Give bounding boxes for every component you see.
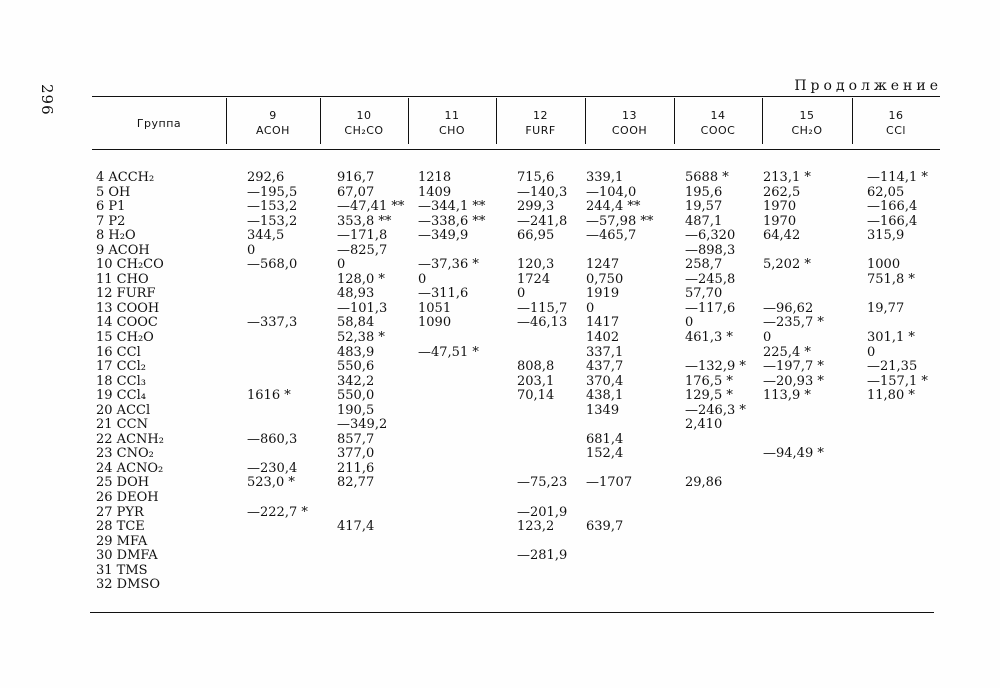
table-row [0,564,1000,579]
group-label: 32 DMSO [96,577,160,593]
table-cell: 1970 [763,199,797,215]
table-cell: —157,1 * [867,373,928,389]
table-row [0,462,1000,477]
table-row [0,287,1000,302]
header-column-number: 10 [356,109,372,122]
table-top-rule [92,96,940,97]
table-cell: 751,8 * [867,271,915,287]
table-cell: 1417 [586,315,620,331]
group-label: 13 COOH [96,300,160,316]
header-column-number: 14 [710,109,726,122]
table-cell: 1724 [517,271,551,287]
table-cell: 0 [685,315,694,331]
table-cell: 203,1 [517,373,555,389]
table-cell: —114,1 * [867,170,928,185]
table-cell: 64,42 [763,228,801,244]
table-cell: —46,13 [517,315,568,331]
table-cell: 344,5 [247,228,285,244]
table-cell: 315,9 [867,228,905,244]
table-row [0,578,1000,593]
table-cell: 120,3 [517,257,555,273]
group-label: 8 H₂O [96,228,136,244]
table-cell: 129,5 * [685,388,733,404]
group-label: 31 TMS [96,562,148,578]
table-cell: —230,4 [247,460,298,476]
table-cell: 487,1 [685,213,723,229]
table-cell: 523,0 * [247,475,295,491]
table-cell: 62,05 [867,184,905,200]
table-cell: —94,49 * [763,446,824,462]
table-cell: —101,3 [337,300,388,316]
header-column [226,98,320,148]
table-cell: 2,410 [685,417,723,433]
group-label: 26 DEOH [96,490,159,506]
table-cell: —195,5 [247,184,298,200]
table-cell: 19,57 [685,199,723,215]
table-cell: 1051 [418,300,452,316]
group-label: 17 CCl₂ [96,359,146,375]
table-row [0,316,1000,331]
table-cell: 808,8 [517,359,555,375]
group-label: 11 CHO [96,271,149,287]
table-cell: 58,84 [337,315,375,331]
table-cell: 437,7 [586,359,624,375]
table-cell: 339,1 [586,170,624,185]
table-cell: 11,80 * [867,388,915,404]
table-cell: 225,4 * [763,344,811,360]
table-row [0,215,1000,230]
table-cell: 1919 [586,286,620,302]
table-cell: 550,0 [337,388,375,404]
table-cell: 258,7 [685,257,723,273]
table-cell: 70,14 [517,388,555,404]
group-label: 28 TCE [96,519,145,535]
table-cell: 857,7 [337,431,375,447]
header-bottom-rule [92,149,940,150]
table-cell: 67,07 [337,184,375,200]
table-cell: 213,1 * [763,170,811,185]
group-label: 7 P2 [96,213,126,229]
table-cell: —349,9 [418,228,469,244]
table-row [0,535,1000,550]
table-cell: 244,4 ** [586,199,641,215]
group-label: 27 PYR [96,504,144,520]
table-row [0,476,1000,491]
table-cell: —337,3 [247,315,298,331]
table-cell: 353,8 ** [337,213,392,229]
group-label: 15 CH₂O [96,330,154,346]
table-cell: —140,3 [517,184,568,200]
table-cell: 715,6 [517,170,555,185]
table-cell: —47,41 ** [337,199,405,215]
table-cell: —201,9 [517,504,568,520]
group-label: 21 CCN [96,417,148,433]
continuation-label: Продолжение [794,78,942,94]
table-cell: —465,7 [586,228,637,244]
header-column [852,98,940,148]
table-cell: 5688 * [685,170,729,185]
table-cell: —166,4 [867,199,918,215]
table-cell: 5,202 * [763,257,811,273]
header-column-number: 13 [622,109,637,122]
table-cell: —75,23 [517,475,568,491]
table-row [0,360,1000,375]
table-cell: —171,8 [337,228,388,244]
table-cell: —115,7 [517,300,568,316]
group-label: 9 ACOH [96,242,150,258]
table-cell: 48,93 [337,286,375,302]
table-cell: 195,6 [685,184,723,200]
table-row [0,186,1000,201]
table-cell: 1090 [418,315,452,331]
table-cell: 123,2 [517,519,555,535]
table-cell: 1616 * [247,388,291,404]
group-label: 24 ACNO₂ [96,460,164,476]
group-label: 20 ACCl [96,402,151,418]
group-label: 16 CCl [96,344,141,360]
table-row [0,389,1000,404]
table-row [0,491,1000,506]
table-body [0,171,1000,593]
header-column-number: 16 [888,109,904,122]
table-row [0,171,1000,186]
table-row [0,418,1000,433]
group-label: 12 FURF [96,286,156,302]
table-cell: 190,5 [337,402,375,418]
table-cell: 113,9 * [763,388,811,404]
table-cell: —825,7 [337,242,388,258]
header-column-name: ACOH [256,124,290,137]
header-column-name: CH₂O [791,124,823,137]
table-cell: —153,2 [247,213,298,229]
table-cell: —222,7 * [247,504,308,520]
table-cell: 1218 [418,170,452,185]
header-column-name: CH₂CO [344,124,384,137]
table-cell: —568,0 [247,257,298,273]
table-cell: —349,2 [337,417,388,433]
header-column [674,98,762,148]
table-cell: —104,0 [586,184,637,200]
group-label: 25 DOH [96,475,150,491]
header-group: Группа [136,116,182,130]
table-cell: 211,6 [337,460,375,476]
group-label: 6 P1 [96,199,126,215]
table-row [0,302,1000,317]
table-row [0,200,1000,215]
table-cell: —197,7 * [763,359,824,375]
group-label: 30 DMFA [96,548,158,564]
group-label: 10 CH₂CO [96,257,164,273]
header-column-name: CCl [886,124,906,137]
table-cell: 262,5 [763,184,801,200]
table-row [0,433,1000,448]
table-cell: 639,7 [586,519,624,535]
table-cell: —153,2 [247,199,298,215]
table-cell: 57,70 [685,286,723,302]
header-column-number: 11 [444,109,460,122]
table-cell: —898,3 [685,242,736,258]
table-cell: 0,750 [586,271,624,287]
table-cell: 299,3 [517,199,555,215]
table-cell: —246,3 * [685,402,746,418]
header-column [762,98,852,148]
table-cell: 0 [763,330,772,346]
table-cell: 1970 [763,213,797,229]
header-column-name: FURF [525,124,556,137]
table-cell: —37,36 * [418,257,479,273]
table-cell: —860,3 [247,431,298,447]
group-label: 14 COOC [96,315,158,331]
table-cell: —166,4 [867,213,918,229]
table-row [0,447,1000,462]
table-cell: —344,1 ** [418,199,486,215]
group-label: 23 CNO₂ [96,446,154,462]
group-label: 29 MFA [96,533,148,549]
table-cell: —338,6 ** [418,213,486,229]
table-row [0,346,1000,361]
header-column-number: 12 [533,109,548,122]
table-cell: 342,2 [337,373,375,389]
table-cell: —281,9 [517,548,568,564]
table-cell: 0 [247,242,256,258]
table-cell: 152,4 [586,446,624,462]
table-row [0,520,1000,535]
header-column-name: CHO [438,124,466,137]
table-cell: 550,6 [337,359,375,375]
header-column-name: COOC [700,124,736,137]
group-label: 4 ACCH₂ [96,170,155,185]
table-cell: —6,320 [685,228,736,244]
table-row [0,258,1000,273]
page-number: 296 [38,84,56,116]
table-cell: —311,6 [418,286,469,302]
table-cell: 1402 [586,330,620,346]
table-cell: —20,93 * [763,373,824,389]
header-column [585,98,674,148]
table-cell: —117,6 [685,300,736,316]
table-cell: 483,9 [337,344,375,360]
header-column-name: COOH [611,124,648,137]
table-cell: —245,8 [685,271,736,287]
table-cell: 461,3 * [685,330,733,346]
table-cell: 0 [418,271,427,287]
table-cell: 292,6 [247,170,285,185]
group-label: 22 ACNH₂ [96,431,164,447]
table-cell: 370,4 [586,373,624,389]
group-label: 18 CCl₃ [96,373,146,389]
group-label: 5 OH [96,184,131,200]
header-column [496,98,585,148]
table-cell: 1349 [586,402,620,418]
table-cell: —241,8 [517,213,568,229]
group-label: 19 CCl₄ [96,388,146,404]
table-cell: 82,77 [337,475,375,491]
table-cell: 377,0 [337,446,375,462]
table-cell: 1000 [867,257,901,273]
table-cell: 0 [337,257,346,273]
table-row [0,273,1000,288]
table-cell: —1707 [586,475,633,491]
table-row [0,549,1000,564]
header-column [320,98,408,148]
table-cell: —96,62 [763,300,814,316]
table-cell: 417,4 [337,519,375,535]
table-row [0,506,1000,521]
table-cell: 916,7 [337,170,375,185]
table-cell: —47,51 * [418,344,479,360]
table-cell: 1409 [418,184,452,200]
header-column [408,98,496,148]
table-row [0,375,1000,390]
table-cell: 0 [586,300,595,316]
table-cell: 66,95 [517,228,555,244]
table-row [0,244,1000,259]
header-column-number: 15 [799,109,815,122]
table-cell: —132,9 * [685,359,746,375]
table-cell: 128,0 * [337,271,385,287]
table-cell: —21,35 [867,359,918,375]
table-cell: 0 [867,344,876,360]
header-column-number: 9 [269,109,277,122]
table-cell: 52,38 * [337,330,385,346]
table-cell: 337,1 [586,344,624,360]
table-cell: 1247 [586,257,620,273]
table-cell: 438,1 [586,388,624,404]
table-row [0,404,1000,419]
table-cell: —235,7 * [763,315,824,331]
table-row [0,229,1000,244]
table-cell: 176,5 * [685,373,733,389]
table-cell: 29,86 [685,475,723,491]
table-cell: 0 [517,286,526,302]
table-bottom-rule [90,612,934,613]
table-cell: 301,1 * [867,330,915,346]
table-cell: 19,77 [867,300,905,316]
table-cell: —57,98 ** [586,213,654,229]
table-row [0,331,1000,346]
table-cell: 681,4 [586,431,624,447]
